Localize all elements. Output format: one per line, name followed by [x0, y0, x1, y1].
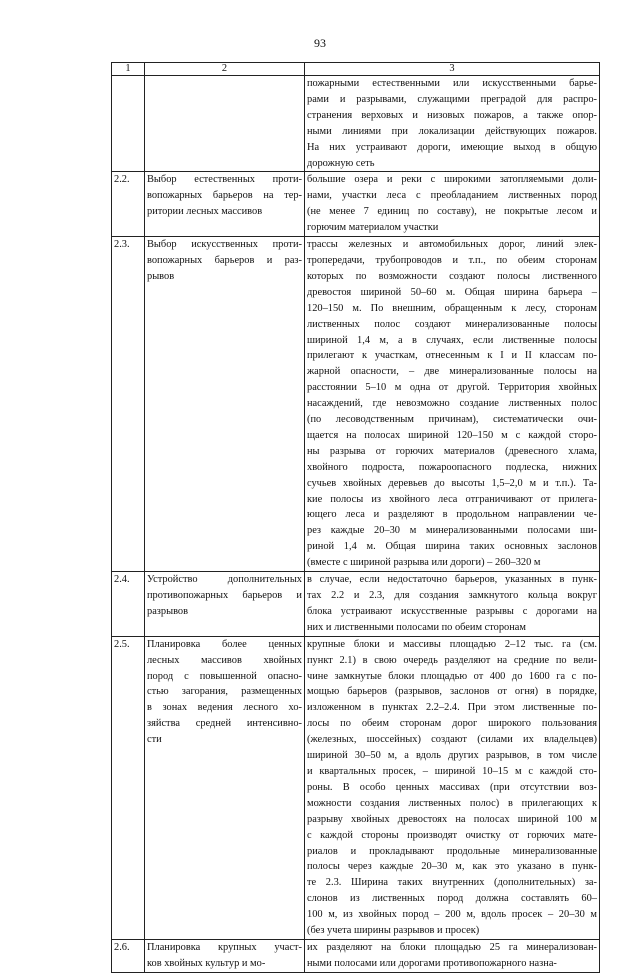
measure-line: пород с повышенной опасно-	[147, 670, 302, 682]
description-line: кие полосы из хвойного леса отграничивают от прилега-	[307, 493, 597, 505]
description-line: лиственных полос создают минерализованные полосы	[307, 318, 597, 330]
description-line: насаждений, где невозможно создание лиственных полос	[307, 398, 597, 410]
table-row	[112, 172, 600, 237]
description-line: в случае, если недостаточно барьеров, указанных в пунк-	[307, 574, 597, 586]
measure-line: противопожарных барьеров и	[147, 590, 302, 601]
measure-line: сти	[147, 734, 162, 746]
description-line: трассы железных и автомобильных дорог, линий элек-	[307, 239, 597, 251]
column-header-measure: 2	[145, 63, 305, 76]
measure-line: лесных массивов хвойных	[147, 654, 302, 666]
table-row	[112, 237, 600, 572]
row-measure	[145, 172, 305, 237]
row-description	[305, 572, 600, 637]
measure-line: стью загорания, размещенных	[147, 686, 302, 698]
measure-line: ков хвойных культур и мо-	[147, 957, 266, 969]
description-line: (вместе с шириной разрыва или дороги) – 260–320 м	[307, 557, 541, 569]
table-row	[112, 636, 600, 939]
description-line: сучьев хвойных деревьев до высоты 1,5–2,0 м и т.п.). Та-	[307, 477, 597, 489]
row-measure	[145, 636, 305, 939]
description-line: которых по возможности создают полосы лиственного	[307, 270, 597, 282]
row-description	[305, 172, 600, 237]
row-measure	[145, 572, 305, 637]
row-description	[305, 939, 600, 972]
description-line: ными линиями при локализации действующих пожаров.	[307, 125, 597, 137]
description-line: шириной 30–50 м, а вдоль других разрывов, в том числе	[307, 750, 597, 762]
description-line: риной 1,4 м. Общая ширина таких основных заслонов	[307, 541, 597, 553]
description-line: тропередачи, трубопроводов и т.п., по обеим сторонам	[307, 254, 597, 266]
description-line: (по лесоводственным причинам), систематически очи-	[307, 414, 597, 426]
description-line: На них устраивают дороги, имеющие выход в общую	[307, 141, 597, 153]
description-line: дорожную сеть	[307, 157, 375, 169]
description-line: (железных, шоссейных) создают (силами их владельцев)	[307, 734, 597, 746]
description-line: те 2.3. Ширина таких внутренних (дополнительных) за-	[307, 877, 597, 889]
description-line: древостоя шириной 50–60 м. Общая ширина барьера –	[307, 286, 597, 298]
description-line: рами и разрывами, служащими преградой для распро-	[307, 93, 597, 105]
description-line: изложенном в пунктах 2.2–2.4. При этом лиственные по-	[307, 702, 597, 714]
description-line: рез каждые 20–30 м минерализованными полосами ши-	[307, 525, 597, 537]
row-description	[305, 76, 600, 172]
description-line: щается на полосах шириной 120–150 м с каждой сторо-	[307, 429, 597, 441]
description-line: полосы через каждые 20–30 м, как это указано в пунк-	[307, 861, 597, 873]
description-line: пункт 2.1) в свою очередь разделяют на средние по вели-	[307, 654, 597, 666]
row-description	[305, 636, 600, 939]
column-header-description: 3	[305, 63, 600, 76]
description-line: 120–150 м. По внешним, обращенным к лесу, сторонам	[307, 302, 597, 314]
description-line: жарной опасности, – две минерализованные полосы на	[307, 366, 597, 378]
row-number	[112, 76, 145, 172]
description-line: разрыву хвойных древостоях на полосах шириной 100 м	[307, 813, 597, 825]
column-header-number: 1	[112, 63, 145, 76]
measure-line: вопожарных барьеров на тер-	[147, 190, 302, 202]
table-row	[112, 76, 600, 172]
description-line: (не менее 7 единиц по составу), не покрытые лесом и	[307, 206, 597, 218]
row-measure	[145, 237, 305, 572]
description-line: расстоянии 5–10 м одна от другой. Территория хвойных	[307, 382, 597, 394]
description-line: пожарными естественными или искусственными барье-	[307, 78, 597, 89]
measure-line: Выбор искусственных проти-	[147, 239, 302, 251]
description-line: них и лиственными полосами по обеим сторонам	[307, 621, 526, 633]
measure-line: Выбор естественных проти-	[147, 174, 302, 186]
measure-line: вопожарных барьеров и раз-	[147, 254, 302, 266]
description-line: блока устраивают искусственные разрывы с дорогами на	[307, 605, 597, 617]
page-number: 93	[314, 36, 326, 50]
description-line: крупные блоки и массивы площадью 2–12 тыс. га (см.	[307, 638, 597, 650]
description-line: их разделяют на блоки площадью 25 га минерализован-	[307, 941, 597, 953]
description-line: тах 2.2 и 2.3, для создания замкнутого кольца вокруг	[307, 590, 597, 601]
row-number: 2.4.	[112, 572, 145, 637]
row-number: 2.6.	[112, 939, 145, 972]
description-line: с каждой стороны производят очистку от горючих мате-	[307, 829, 597, 841]
table-row	[112, 939, 600, 972]
description-line: лосы по обеим сторонам дорог широкого пользования	[307, 718, 597, 730]
row-number: 2.2.	[112, 172, 145, 237]
description-line: ющего леса и разделяют в продольном направлении че-	[307, 509, 597, 521]
description-line: чине замкнутые блоки площадью от 400 до 1600 га с по-	[307, 670, 597, 682]
description-line: роны. В особо ценных массивах (при отсутствии воз-	[307, 781, 597, 793]
description-line: большие озера и реки с широкими затопляемыми доли-	[307, 174, 597, 186]
table-header-row	[112, 63, 600, 76]
description-line: мощью барьеров (разрывов, заслонов от огня) в порядке,	[307, 686, 597, 698]
measure-line: Устройство дополнительных	[147, 574, 302, 586]
description-line: можности создания лиственных полос) в прилегающих к	[307, 797, 597, 809]
table-body	[112, 76, 600, 973]
description-line: хвойного подроста, пожароопасного подлеска, нижних	[307, 461, 597, 473]
row-measure	[145, 939, 305, 972]
measure-line: Планировка более ценных	[147, 638, 302, 650]
description-line: и квартальных просек, – шириной 10–15 м с каждой сто-	[307, 765, 597, 777]
description-line: 100 м, из хвойных пород – 200 м, вдоль просек – 20–30 м	[307, 909, 597, 921]
table-row	[112, 572, 600, 637]
description-line: нами, участки леса с преобладанием лиственных пород	[307, 190, 597, 202]
description-line: прилегают к участкам, отнесенным к I и II классам по-	[307, 350, 597, 362]
description-line: (без учета ширины разрывов и просек)	[307, 925, 480, 937]
description-line: странения верховых и низовых пожаров, а также опор-	[307, 109, 597, 121]
description-line: ными полосами или дорогами противопожарного назна-	[307, 957, 557, 969]
measure-line: в зонах ведения лесного хо-	[147, 702, 302, 714]
measure-line: разрывов	[147, 605, 189, 617]
description-line: слонов из лиственных пород должна составлять 60–	[307, 893, 597, 905]
measure-line: рывов	[147, 270, 175, 282]
description-line: горючим материалом участки	[307, 222, 439, 234]
measure-line: ритории лесных массивов	[147, 206, 263, 218]
fire-barrier-table	[111, 62, 600, 973]
description-line: риалов и прокладывают продольные минерализованные	[307, 845, 597, 857]
description-line: ны разрыва от горючих материалов (древесного хлама,	[307, 445, 597, 457]
row-number: 2.3.	[112, 237, 145, 572]
row-number: 2.5.	[112, 636, 145, 939]
measure-line: Планировка крупных участ-	[147, 941, 302, 953]
row-description	[305, 237, 600, 572]
row-measure	[145, 76, 305, 172]
description-line: шириной 1,4 м, а в случаях, если лиственные полосы	[307, 334, 597, 346]
measure-line: зяйства средней интенсивно-	[147, 718, 302, 730]
